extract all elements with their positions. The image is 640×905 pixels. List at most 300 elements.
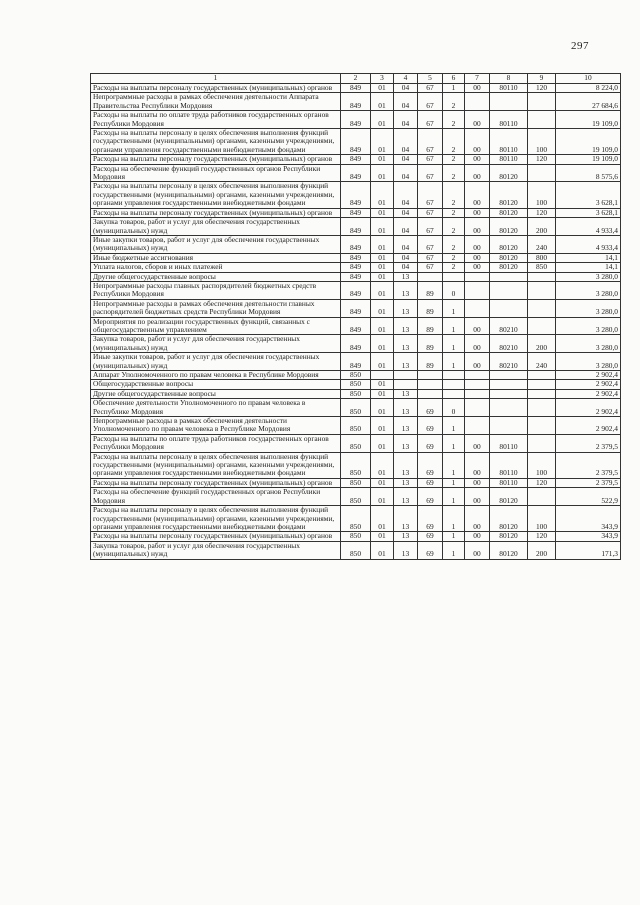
column-header-2: 2 xyxy=(341,74,371,84)
row-amount: 19 109,0 xyxy=(556,111,621,129)
row-code-c4: 04 xyxy=(394,182,418,208)
row-amount: 14,1 xyxy=(556,263,621,272)
row-amount: 343,9 xyxy=(556,532,621,541)
column-header-4: 4 xyxy=(394,74,418,84)
row-code-c2: 849 xyxy=(341,208,371,217)
row-code-c4: 13 xyxy=(394,506,418,532)
row-name: Аппарат Уполномоченного по правам человека в Республике Мордовия xyxy=(91,371,341,380)
row-code-c6: 2 xyxy=(443,253,465,262)
row-code-c9 xyxy=(528,417,556,435)
row-amount: 2 902,4 xyxy=(556,389,621,398)
row-code-c8 xyxy=(490,371,528,380)
row-code-c8: 80120 xyxy=(490,253,528,262)
row-code-c2: 850 xyxy=(341,532,371,541)
row-amount: 8 575,6 xyxy=(556,164,621,182)
row-amount: 4 933,4 xyxy=(556,235,621,253)
row-code-c2: 850 xyxy=(341,399,371,417)
row-name: Расходы на выплаты персоналу государственных (муниципальных) органов xyxy=(91,208,341,217)
row-code-c9: 120 xyxy=(528,532,556,541)
row-code-c8: 80120 xyxy=(490,263,528,272)
row-code-c6: 2 xyxy=(443,129,465,155)
row-code-c5: 89 xyxy=(418,353,443,371)
row-amount: 14,1 xyxy=(556,253,621,262)
row-code-c6: 1 xyxy=(443,488,465,506)
row-code-c9: 240 xyxy=(528,235,556,253)
row-code-c3: 01 xyxy=(371,272,394,281)
row-code-c5: 67 xyxy=(418,84,443,93)
row-code-c5: 69 xyxy=(418,399,443,417)
row-name: Расходы на выплаты персоналу государственных (муниципальных) органов xyxy=(91,532,341,541)
row-code-c2: 849 xyxy=(341,335,371,353)
table-header-row xyxy=(91,74,621,84)
row-name: Расходы на выплаты персоналу государственных (муниципальных) органов xyxy=(91,155,341,164)
row-code-c9: 850 xyxy=(528,263,556,272)
row-code-c3: 01 xyxy=(371,263,394,272)
row-name: Расходы на выплаты персоналу в целях обеспечения выполнения функций государственными (муниципальными) органами, казенными учреждениями, органами управления государственными внебюджетными фондами xyxy=(91,129,341,155)
row-code-c6: 2 xyxy=(443,263,465,272)
row-amount: 2 379,5 xyxy=(556,452,621,478)
row-code-c3: 01 xyxy=(371,84,394,93)
row-amount: 2 902,4 xyxy=(556,371,621,380)
row-code-c3: 01 xyxy=(371,452,394,478)
row-code-c4: 13 xyxy=(394,389,418,398)
row-code-c8 xyxy=(490,299,528,317)
row-amount: 522,9 xyxy=(556,488,621,506)
row-code-c5: 67 xyxy=(418,208,443,217)
row-code-c7: 00 xyxy=(465,263,490,272)
row-code-c8: 80210 xyxy=(490,353,528,371)
row-code-c7: 00 xyxy=(465,317,490,335)
row-name: Непрограммные расходы в рамках обеспечения деятельности главных распорядителей бюджетных средств Республики Мордовия xyxy=(91,299,341,317)
column-header-7: 7 xyxy=(465,74,490,84)
row-name: Расходы на выплаты персоналу государственных (муниципальных) органов xyxy=(91,84,341,93)
row-code-c6: 1 xyxy=(443,434,465,452)
row-code-c7: 00 xyxy=(465,452,490,478)
row-code-c4: 13 xyxy=(394,317,418,335)
row-code-c3: 01 xyxy=(371,532,394,541)
row-code-c3: 01 xyxy=(371,111,394,129)
row-code-c2: 849 xyxy=(341,155,371,164)
row-code-c7 xyxy=(465,417,490,435)
column-header-6: 6 xyxy=(443,74,465,84)
row-code-c6: 2 xyxy=(443,208,465,217)
row-code-c5: 67 xyxy=(418,129,443,155)
row-code-c5: 69 xyxy=(418,478,443,487)
row-code-c7: 00 xyxy=(465,208,490,217)
row-name: Иные закупки товаров, работ и услуг для обеспечения государственных (муниципальных) нужд xyxy=(91,353,341,371)
table-row xyxy=(91,299,621,317)
row-code-c5: 69 xyxy=(418,417,443,435)
row-code-c4: 04 xyxy=(394,208,418,217)
row-code-c4: 04 xyxy=(394,155,418,164)
row-code-c4: 04 xyxy=(394,253,418,262)
row-name: Другие общегосударственные вопросы xyxy=(91,272,341,281)
row-code-c6: 2 xyxy=(443,164,465,182)
table-row xyxy=(91,281,621,299)
row-code-c5: 89 xyxy=(418,281,443,299)
row-code-c2: 849 xyxy=(341,164,371,182)
row-code-c7: 00 xyxy=(465,353,490,371)
row-code-c7: 00 xyxy=(465,478,490,487)
row-amount: 3 280,0 xyxy=(556,335,621,353)
row-name: Общегосударственные вопросы xyxy=(91,380,341,389)
row-name: Обеспечение деятельности Уполномоченного по правам человека в Республике Мордовия xyxy=(91,399,341,417)
row-amount: 2 902,4 xyxy=(556,417,621,435)
table-row xyxy=(91,452,621,478)
row-code-c9: 120 xyxy=(528,155,556,164)
row-name: Мероприятия по реализации государственных функций, связанных с общегосударственным управлением xyxy=(91,317,341,335)
row-code-c8: 80120 xyxy=(490,541,528,559)
row-code-c7: 00 xyxy=(465,129,490,155)
row-code-c2: 849 xyxy=(341,253,371,262)
row-name: Закупка товаров, работ и услуг для обеспечения государственных (муниципальных) нужд xyxy=(91,541,341,559)
row-name: Непрограммные расходы в рамках обеспечения деятельности Аппарата Правительства Республики Мордовия xyxy=(91,93,341,111)
row-code-c4: 04 xyxy=(394,164,418,182)
row-amount: 2 902,4 xyxy=(556,380,621,389)
row-code-c8 xyxy=(490,417,528,435)
column-header-5: 5 xyxy=(418,74,443,84)
row-code-c7 xyxy=(465,380,490,389)
row-code-c9 xyxy=(528,389,556,398)
row-code-c5: 69 xyxy=(418,488,443,506)
row-name: Уплата налогов, сборов и иных платежей xyxy=(91,263,341,272)
row-code-c9: 100 xyxy=(528,452,556,478)
row-code-c3: 01 xyxy=(371,488,394,506)
column-header-8: 8 xyxy=(490,74,528,84)
row-code-c3: 01 xyxy=(371,281,394,299)
row-code-c2: 850 xyxy=(341,452,371,478)
column-header-9: 9 xyxy=(528,74,556,84)
row-code-c6: 2 xyxy=(443,93,465,111)
row-code-c2: 849 xyxy=(341,272,371,281)
row-amount: 3 280,0 xyxy=(556,281,621,299)
row-code-c9 xyxy=(528,317,556,335)
row-code-c7: 00 xyxy=(465,164,490,182)
row-code-c6: 1 xyxy=(443,506,465,532)
budget-table xyxy=(90,73,621,560)
row-code-c3: 01 xyxy=(371,235,394,253)
table-row xyxy=(91,155,621,164)
row-code-c2: 849 xyxy=(341,299,371,317)
row-amount: 27 684,6 xyxy=(556,93,621,111)
row-code-c5: 67 xyxy=(418,93,443,111)
row-code-c3: 01 xyxy=(371,218,394,236)
row-code-c5: 69 xyxy=(418,452,443,478)
row-code-c6: 2 xyxy=(443,235,465,253)
row-code-c6: 1 xyxy=(443,317,465,335)
row-code-c9: 120 xyxy=(528,84,556,93)
row-name: Непрограммные расходы в рамках обеспечения деятельности Уполномоченного по правам человека в Республике Мордовия xyxy=(91,417,341,435)
table-row xyxy=(91,263,621,272)
row-code-c4: 13 xyxy=(394,353,418,371)
row-code-c6: 2 xyxy=(443,111,465,129)
row-code-c6: 2 xyxy=(443,218,465,236)
row-code-c6 xyxy=(443,272,465,281)
row-code-c7: 00 xyxy=(465,235,490,253)
row-code-c9 xyxy=(528,371,556,380)
row-code-c7 xyxy=(465,281,490,299)
row-code-c9: 200 xyxy=(528,218,556,236)
table-row xyxy=(91,317,621,335)
row-code-c2: 849 xyxy=(341,263,371,272)
row-code-c7: 00 xyxy=(465,506,490,532)
row-name: Расходы на обеспечение функций государственных органов Республики Мордовия xyxy=(91,488,341,506)
row-code-c8 xyxy=(490,380,528,389)
row-code-c3: 01 xyxy=(371,208,394,217)
row-code-c6: 1 xyxy=(443,335,465,353)
row-code-c5 xyxy=(418,371,443,380)
row-code-c8 xyxy=(490,399,528,417)
row-amount: 3 280,0 xyxy=(556,317,621,335)
row-code-c9: 200 xyxy=(528,335,556,353)
row-code-c7: 00 xyxy=(465,541,490,559)
row-code-c6 xyxy=(443,380,465,389)
row-code-c4: 04 xyxy=(394,93,418,111)
row-code-c9 xyxy=(528,299,556,317)
row-code-c4 xyxy=(394,371,418,380)
row-code-c7: 00 xyxy=(465,84,490,93)
row-code-c9: 100 xyxy=(528,129,556,155)
row-code-c7: 00 xyxy=(465,111,490,129)
row-code-c9 xyxy=(528,434,556,452)
row-code-c2: 849 xyxy=(341,235,371,253)
row-code-c7: 00 xyxy=(465,434,490,452)
row-code-c2: 849 xyxy=(341,84,371,93)
row-code-c4: 13 xyxy=(394,272,418,281)
row-code-c2: 850 xyxy=(341,371,371,380)
row-amount: 2 379,5 xyxy=(556,478,621,487)
row-code-c7: 00 xyxy=(465,253,490,262)
row-code-c3: 01 xyxy=(371,506,394,532)
row-name: Расходы на выплаты персоналу в целях обеспечения выполнения функций государственными (муниципальными) органами, казенными учреждениями, органами управления государственными внебюджетными фондами xyxy=(91,182,341,208)
table-row xyxy=(91,506,621,532)
table-row xyxy=(91,353,621,371)
row-code-c8: 80120 xyxy=(490,488,528,506)
table-row xyxy=(91,434,621,452)
row-code-c7 xyxy=(465,93,490,111)
row-code-c9 xyxy=(528,488,556,506)
row-code-c9 xyxy=(528,380,556,389)
row-code-c5: 67 xyxy=(418,182,443,208)
row-code-c7: 00 xyxy=(465,488,490,506)
row-code-c4: 04 xyxy=(394,129,418,155)
row-code-c3: 01 xyxy=(371,353,394,371)
row-code-c3: 01 xyxy=(371,399,394,417)
row-code-c2: 850 xyxy=(341,488,371,506)
row-code-c6: 1 xyxy=(443,541,465,559)
row-code-c8: 80120 xyxy=(490,208,528,217)
row-code-c7 xyxy=(465,371,490,380)
table-row xyxy=(91,380,621,389)
table-row xyxy=(91,488,621,506)
row-code-c8: 80120 xyxy=(490,235,528,253)
row-code-c7 xyxy=(465,399,490,417)
row-name: Расходы на выплаты по оплате труда работников государственных органов Республики Мордовия xyxy=(91,111,341,129)
row-code-c2: 849 xyxy=(341,129,371,155)
row-amount: 3 280,0 xyxy=(556,299,621,317)
row-amount: 19 109,0 xyxy=(556,155,621,164)
row-code-c3: 01 xyxy=(371,93,394,111)
row-amount: 8 224,0 xyxy=(556,84,621,93)
row-code-c2: 849 xyxy=(341,281,371,299)
row-code-c6: 0 xyxy=(443,281,465,299)
row-code-c2: 849 xyxy=(341,317,371,335)
table-row xyxy=(91,335,621,353)
row-code-c9: 200 xyxy=(528,541,556,559)
row-code-c4: 04 xyxy=(394,84,418,93)
row-code-c7: 00 xyxy=(465,532,490,541)
row-code-c2: 849 xyxy=(341,111,371,129)
row-code-c3: 01 xyxy=(371,541,394,559)
row-amount: 343,9 xyxy=(556,506,621,532)
row-code-c8: 80110 xyxy=(490,84,528,93)
row-code-c3: 01 xyxy=(371,434,394,452)
row-code-c9: 120 xyxy=(528,208,556,217)
row-code-c5: 69 xyxy=(418,541,443,559)
row-code-c3: 01 xyxy=(371,182,394,208)
row-code-c3: 01 xyxy=(371,253,394,262)
row-name: Другие общегосударственные вопросы xyxy=(91,389,341,398)
row-code-c6: 0 xyxy=(443,399,465,417)
row-code-c2: 849 xyxy=(341,218,371,236)
row-code-c9 xyxy=(528,281,556,299)
table-row xyxy=(91,93,621,111)
row-code-c9 xyxy=(528,164,556,182)
row-code-c5: 67 xyxy=(418,253,443,262)
row-code-c5: 69 xyxy=(418,434,443,452)
row-code-c8: 80110 xyxy=(490,129,528,155)
row-name: Иные бюджетные ассигнования xyxy=(91,253,341,262)
table-row xyxy=(91,399,621,417)
row-code-c4: 04 xyxy=(394,235,418,253)
row-code-c8: 80110 xyxy=(490,478,528,487)
row-name: Иные закупки товаров, работ и услуг для обеспечения государственных (муниципальных) нужд xyxy=(91,235,341,253)
row-code-c8: 80110 xyxy=(490,155,528,164)
row-code-c3: 01 xyxy=(371,478,394,487)
table-row xyxy=(91,235,621,253)
row-code-c4: 04 xyxy=(394,218,418,236)
row-code-c5: 89 xyxy=(418,317,443,335)
row-code-c3: 01 xyxy=(371,317,394,335)
row-code-c3: 01 xyxy=(371,129,394,155)
row-amount: 3 628,1 xyxy=(556,182,621,208)
row-code-c4: 13 xyxy=(394,488,418,506)
row-code-c4: 13 xyxy=(394,399,418,417)
row-code-c3: 01 xyxy=(371,389,394,398)
row-code-c5: 67 xyxy=(418,218,443,236)
row-code-c6: 2 xyxy=(443,155,465,164)
table-row xyxy=(91,541,621,559)
row-code-c2: 849 xyxy=(341,353,371,371)
row-code-c2: 849 xyxy=(341,93,371,111)
row-code-c3: 01 xyxy=(371,335,394,353)
row-code-c4: 13 xyxy=(394,417,418,435)
row-code-c6: 1 xyxy=(443,84,465,93)
table-row xyxy=(91,532,621,541)
row-code-c5: 67 xyxy=(418,235,443,253)
row-code-c4: 13 xyxy=(394,434,418,452)
row-code-c5: 67 xyxy=(418,155,443,164)
row-code-c5 xyxy=(418,272,443,281)
row-code-c8: 80120 xyxy=(490,182,528,208)
row-code-c5: 69 xyxy=(418,532,443,541)
row-code-c4: 13 xyxy=(394,281,418,299)
row-code-c2: 850 xyxy=(341,389,371,398)
row-code-c7: 00 xyxy=(465,155,490,164)
row-code-c8: 80110 xyxy=(490,434,528,452)
row-code-c4 xyxy=(394,380,418,389)
row-code-c6: 1 xyxy=(443,353,465,371)
row-code-c6 xyxy=(443,389,465,398)
row-code-c5 xyxy=(418,380,443,389)
row-code-c7 xyxy=(465,272,490,281)
row-amount: 2 902,4 xyxy=(556,399,621,417)
row-code-c8: 80120 xyxy=(490,218,528,236)
row-amount: 3 280,0 xyxy=(556,272,621,281)
row-code-c9 xyxy=(528,399,556,417)
row-code-c4: 04 xyxy=(394,111,418,129)
row-code-c4: 13 xyxy=(394,452,418,478)
row-code-c8: 80120 xyxy=(490,164,528,182)
row-code-c7: 00 xyxy=(465,335,490,353)
table-body xyxy=(91,84,621,560)
row-code-c8: 80120 xyxy=(490,532,528,541)
page-number: 297 xyxy=(571,40,589,52)
row-code-c5: 67 xyxy=(418,263,443,272)
row-code-c3: 01 xyxy=(371,417,394,435)
table-row xyxy=(91,111,621,129)
table-row xyxy=(91,182,621,208)
row-amount: 3 280,0 xyxy=(556,353,621,371)
table-row xyxy=(91,218,621,236)
row-code-c5: 89 xyxy=(418,299,443,317)
row-code-c5 xyxy=(418,389,443,398)
row-code-c8 xyxy=(490,281,528,299)
row-name: Закупка товаров, работ и услуг для обеспечения государственных (муниципальных) нужд xyxy=(91,218,341,236)
row-name: Расходы на обеспечение функций государственных органов Республики Мордовия xyxy=(91,164,341,182)
row-code-c8 xyxy=(490,389,528,398)
row-code-c8: 80120 xyxy=(490,506,528,532)
row-name: Непрограммные расходы главных распорядителей бюджетных средств Республики Мордовия xyxy=(91,281,341,299)
row-code-c4: 13 xyxy=(394,478,418,487)
column-header-1: 1 xyxy=(91,74,341,84)
row-code-c3: 01 xyxy=(371,380,394,389)
row-code-c2: 850 xyxy=(341,380,371,389)
row-code-c8: 80210 xyxy=(490,317,528,335)
row-name: Расходы на выплаты персоналу в целях обеспечения выполнения функций государственными (муниципальными) органами, казенными учреждениями, органами управления государственными внебюджетными фондами xyxy=(91,506,341,532)
row-code-c8 xyxy=(490,272,528,281)
row-code-c9 xyxy=(528,111,556,129)
row-code-c7 xyxy=(465,299,490,317)
row-code-c5: 67 xyxy=(418,164,443,182)
row-amount: 19 109,0 xyxy=(556,129,621,155)
row-code-c2: 850 xyxy=(341,434,371,452)
row-code-c9 xyxy=(528,272,556,281)
row-code-c2: 849 xyxy=(341,182,371,208)
row-name: Расходы на выплаты по оплате труда работников государственных органов Республики Мордовия xyxy=(91,434,341,452)
row-code-c9: 120 xyxy=(528,478,556,487)
row-code-c3: 01 xyxy=(371,155,394,164)
row-code-c6: 2 xyxy=(443,182,465,208)
row-code-c2: 850 xyxy=(341,541,371,559)
row-code-c4: 04 xyxy=(394,263,418,272)
row-code-c8: 80110 xyxy=(490,452,528,478)
row-code-c6: 1 xyxy=(443,532,465,541)
row-code-c6: 1 xyxy=(443,417,465,435)
row-code-c6: 1 xyxy=(443,478,465,487)
row-amount: 4 933,4 xyxy=(556,218,621,236)
row-amount: 171,3 xyxy=(556,541,621,559)
